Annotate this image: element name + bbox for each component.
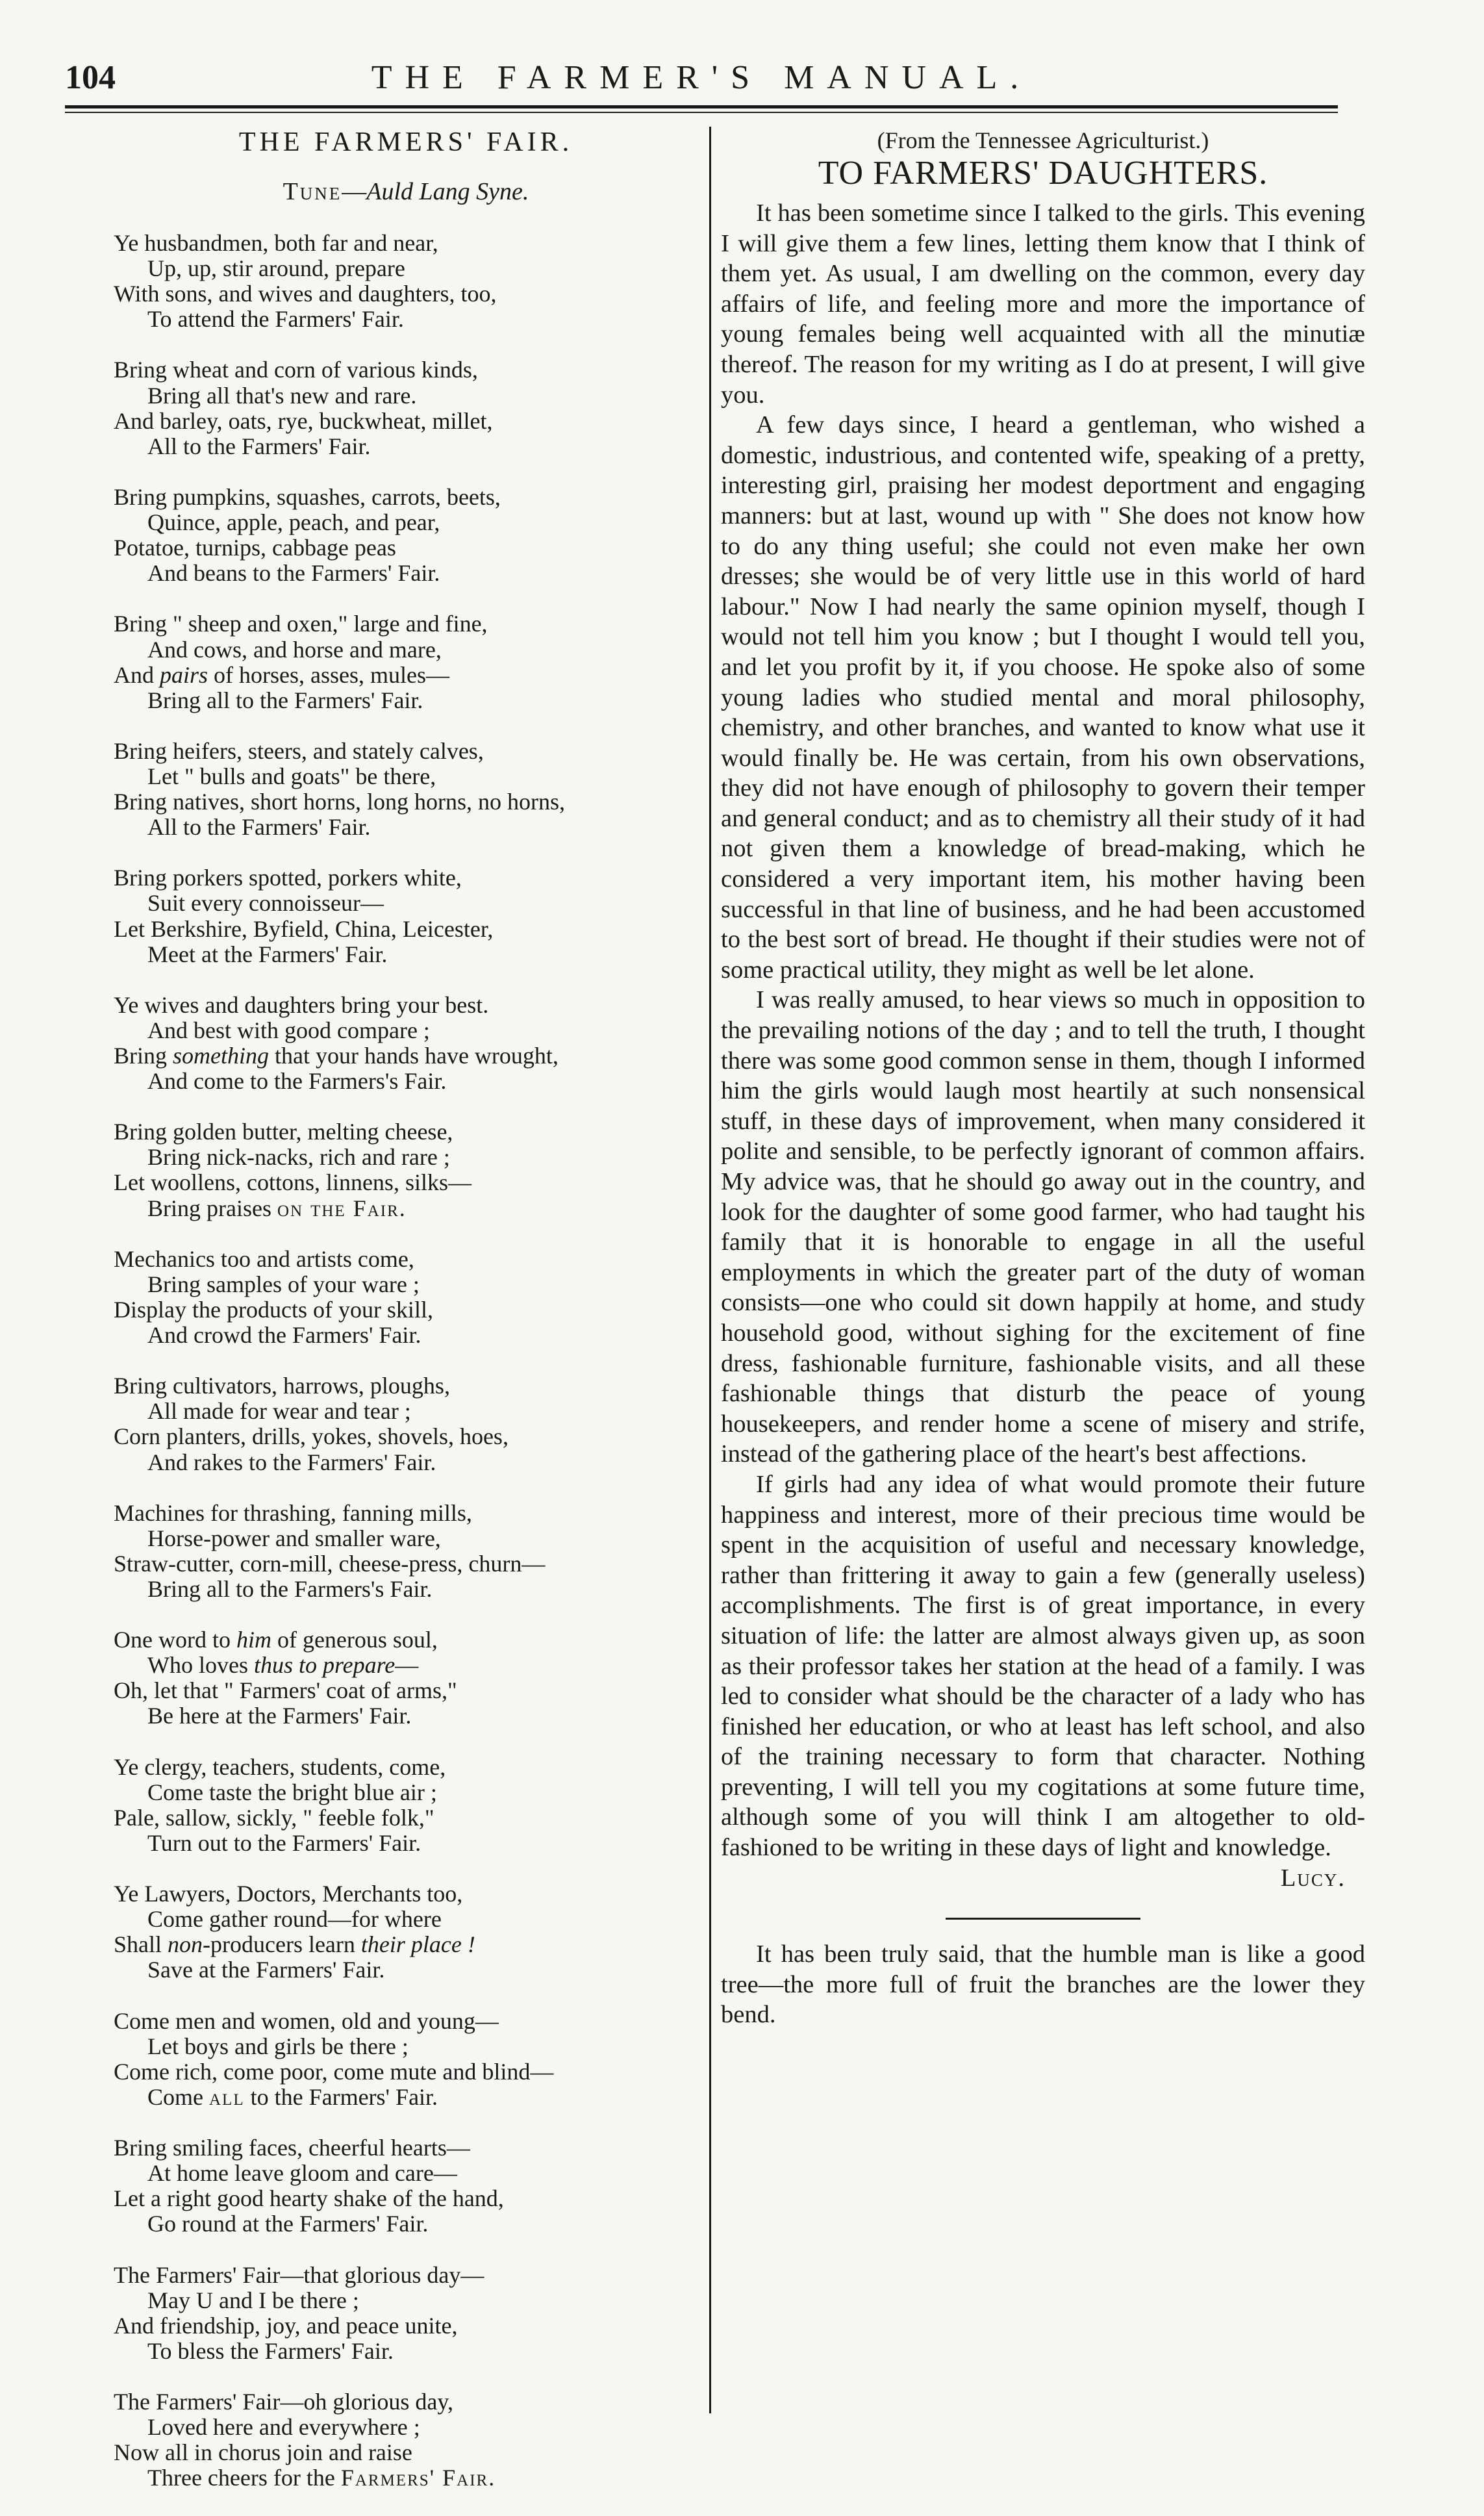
poem-line — [114, 2465, 698, 2491]
signature-line — [721, 1863, 1365, 1894]
poem-line — [114, 1196, 698, 1221]
poem-line: Quince, apple, peach, and pear, — [147, 509, 440, 536]
line-italic: him — [236, 1627, 271, 1653]
poem-line: Let " bulls and goats" be there, — [147, 763, 436, 789]
poem-line: To bless the Farmers' Fair. — [147, 2337, 394, 2364]
poem-line: Bring all that's new and rare. — [147, 382, 417, 409]
stanza-4 — [114, 611, 698, 713]
poem-line: Ye clergy, teachers, students, come, — [114, 1753, 446, 1780]
poem-line: Let boys and girls be there ; — [147, 2033, 409, 2059]
article-paragraph: It has been sometime since I talked to the girls. This evening I will give them a few lines, letting them know that I think of them yet. As usual, I am dwelling on the common, every day affairs of life, and feeling more and more the importance of young females being well acquainted with all the minutiæ thereof. The reason for my writing as I do at present, I will give you. — [721, 199, 1365, 409]
stanza-16 — [114, 2135, 698, 2237]
stanza-2 — [114, 357, 698, 459]
line-italic: their place ! — [360, 1931, 475, 1958]
poem-line: Come taste the bright blue air ; — [147, 1779, 437, 1805]
poem-line: Bring all to the Farmers's Fair. — [147, 1575, 433, 1602]
poem-line: Straw-cutter, corn-mill, cheese-press, churn— — [114, 1550, 546, 1577]
poem-column — [114, 127, 698, 2516]
poem-line: Bring samples of your ware ; — [147, 1271, 420, 1297]
article-signature: Lucy. — [1280, 1864, 1346, 1892]
poem-line: Bring natives, short horns, long horns, no horns, — [114, 789, 565, 815]
poem-line: Let a right good hearty shake of the hand, — [114, 2185, 504, 2212]
poem-line: Turn out to the Farmers' Fair. — [147, 1829, 421, 1856]
stanza-3 — [114, 485, 698, 586]
poem-line: Save at the Farmers' Fair. — [147, 1957, 385, 1983]
line-text: One word to — [114, 1627, 236, 1653]
poem-line: To attend the Farmers' Fair. — [147, 306, 404, 333]
poem-line: Oh, let that " Farmers' coat of arms," — [114, 1677, 457, 1704]
line-text: Bring — [114, 1043, 173, 1069]
poem-line — [114, 1043, 698, 1069]
line-italic: non — [168, 1931, 203, 1958]
line-italic: something — [173, 1043, 270, 1069]
line-text: Bring praises — [147, 1195, 277, 1221]
article-paragraph: I was really amused, to hear views so much in opposition to the prevailing notions of the day ; and to tell the truth, I thought there was some good common sense in them, though I informed him the girls would laugh most heartily at such nonsensical stuff, in these days of improvement, when many considered it polite and sensible, to be perfectly ignorant of common affairs. My advice was, that he should go away out in the country, and look for the daughter of some good farmer, who had taught his family that it is honorable to engage in all the useful employments in which the greater part of the duty of woman consists—one who could sit down happily at home, and study household good, without sighing for the excitement of fine dress, fashionable furniture, fashionable visits, and all these fashionable things that disturb the peace of young housekeepers, and render home a scene of misery and strife, instead of the gathering place of the heart's best affections. — [721, 986, 1365, 1468]
column-divider — [709, 127, 711, 2413]
poem-line: Come gather round—for where — [147, 1906, 442, 1933]
page-number: 104 — [65, 59, 116, 96]
tune-name: Auld Lang Syne. — [366, 178, 529, 205]
poem-line: And friendship, joy, and peace unite, — [114, 2312, 458, 2339]
stanza-5 — [114, 739, 698, 840]
poem-line: And beans to the Farmers' Fair. — [147, 560, 440, 587]
tune-dash: — — [342, 178, 367, 205]
poem-line: Potatoe, turnips, cabbage peas — [114, 535, 396, 561]
article-title: TO FARMERS' DAUGHTERS. — [818, 155, 1268, 192]
line-text: Three cheers for the — [147, 2465, 341, 2491]
poem-line: Up, up, stir around, prepare — [147, 255, 405, 282]
poem-line: And cows, and horse and mare, — [147, 636, 442, 663]
line-text: Who loves — [147, 1652, 254, 1679]
line-text: -producers learn — [203, 1931, 361, 1958]
poem-line: And best with good compare ; — [147, 1017, 430, 1043]
poem-line: Ye husbandmen, both far and near, — [114, 230, 438, 256]
poem-line: Let Berkshire, Byfield, China, Leicester, — [114, 915, 494, 942]
line-text: of generous soul, — [271, 1627, 438, 1653]
stanza-13 — [114, 1755, 698, 1856]
poem-line: Bring golden butter, melting cheese, — [114, 1119, 453, 1145]
poem-line — [114, 1932, 698, 1957]
poem-line: The Farmers' Fair—that glorious day— — [114, 2261, 484, 2288]
article-paragraph: If girls had any idea of what would promote their future happiness and interest, more of their precious time would be spent in the acquisition of useful and necessary knowledge, rather than frittering it away to gain a few (generally useless) accomplishments. The first is of great importance, in every situation of life: the latter are almost always given up, as soon as their professor takes her station at the head of a family. I was led to consider what should be the character of a lady who has finished her education, or who at least has left school, and also of the training necessary to form that character. Nothing preventing, I will tell you my cogitations at some future time, although some of you will think I am altogether to old-fashioned to be writing in these days of light and knowledge. — [721, 1470, 1365, 1862]
article-attribution: (From the Tennessee Agriculturist.) — [877, 127, 1209, 153]
poem-line: May U and I be there ; — [147, 2287, 359, 2313]
header-rule-thick — [65, 105, 1338, 108]
stanza-14 — [114, 1881, 698, 1983]
line-text: to the Farmers' Fair. — [244, 2083, 438, 2110]
poem-line: The Farmers' Fair—oh glorious day, — [114, 2388, 454, 2415]
poem-line: And crowd the Farmers' Fair. — [147, 1322, 421, 1349]
poem-line: And barley, oats, rye, buckwheat, millet, — [114, 407, 493, 434]
poem-line: Come men and women, old and young— — [114, 2007, 499, 2034]
stanza-10 — [114, 1373, 698, 1475]
page-header — [65, 58, 1338, 104]
line-smallcaps: on the Fair. — [277, 1195, 407, 1221]
poem-line — [114, 663, 698, 688]
stanza-9 — [114, 1247, 698, 1348]
poem-line — [114, 2085, 698, 2110]
poem-line: Horse-power and smaller ware, — [147, 1525, 441, 1551]
tune-prefix: Tune — [283, 178, 342, 205]
poem-line: Corn planters, drills, yokes, shovels, hoes, — [114, 1423, 509, 1450]
poem-line: All made for wear and tear ; — [147, 1398, 411, 1425]
poem-line — [114, 1653, 698, 1678]
line-text: of horses, asses, mules— — [208, 661, 449, 688]
poem-line: Suit every connoisseur— — [147, 890, 384, 917]
poem-line: Bring smiling faces, cheerful hearts— — [114, 2135, 470, 2161]
line-text: Shall — [114, 1931, 168, 1958]
stanza-6 — [114, 865, 698, 967]
stanza-18 — [114, 2389, 698, 2491]
poem-line — [114, 1627, 698, 1653]
line-text: Come — [147, 2083, 209, 2110]
stanza-12 — [114, 1627, 698, 1729]
poem-line: Bring porkers spotted, porkers white, — [114, 865, 462, 891]
stanza-8 — [114, 1119, 698, 1221]
poem-line: Bring " sheep and oxen," large and fine, — [114, 611, 488, 637]
poem-line: Come rich, come poor, come mute and blind— — [114, 2058, 554, 2085]
poem-line: Meet at the Farmers' Fair. — [147, 941, 388, 967]
poem-line: All to the Farmers' Fair. — [147, 433, 371, 459]
stanza-1 — [114, 231, 698, 332]
line-text: And — [114, 661, 160, 688]
running-title: THE FARMER'S MANUAL. — [371, 59, 1032, 96]
poem-line: Ye wives and daughters bring your best. — [114, 991, 489, 1018]
poem-line: Loved here and everywhere ; — [147, 2414, 420, 2441]
stanza-7 — [114, 993, 698, 1094]
line-smallcaps: all — [209, 2083, 245, 2110]
article-column — [721, 127, 1365, 2030]
poem-line: Bring pumpkins, squashes, carrots, beets, — [114, 483, 501, 510]
stanza-15 — [114, 2009, 698, 2110]
line-smallcaps: Farmers' Fair. — [340, 2465, 496, 2491]
poem-line: Be here at the Farmers' Fair. — [147, 1703, 412, 1729]
header-rule-thin — [65, 112, 1338, 113]
poem-line: And rakes to the Farmers' Fair. — [147, 1449, 436, 1475]
line-text: — — [395, 1652, 419, 1679]
article-paragraph: A few days since, I heard a gentleman, who wished a domestic, industrious, and contented wife, speaking of a pretty, interesting girl, praising her modest deportment and engaging manners: but at last, wound up with " She does not know how to do any thing useful; she could not even make her own dresses; she would be of very little use in this world of hard labour." Now I had nearly the same opinion myself, though I would not tell him you know ; but I thought I would tell you, and let you profit by it, if you choose. He spoke also of some young ladies who studied mental and moral philosophy, chemistry, and other branches, and wanted to know what use it would finally be. He was certain, from his own observations, they did not have enough of philosophy to govern their temper and general conduct; and as to chemistry all their study of it had not given them a knowledge of bread-making, which he considered a very important item, his mother having been successful in that line of business, and he had been accustomed to the best sort of bread. He thought if their studies were not of some practical utility, they might as well be let alone. — [721, 411, 1365, 984]
line-text: that your hands have wrought, — [269, 1043, 559, 1069]
closing-paragraph: It has been truly said, that the humble man is like a good tree—the more full of fruit the branches are the lower they bend. — [721, 1940, 1365, 2029]
poem-tune — [114, 177, 698, 206]
poem-line: Bring wheat and corn of various kinds, — [114, 357, 478, 383]
poem-line: With sons, and wives and daughters, too, — [114, 281, 497, 307]
poem-line: Let woollens, cottons, linnens, silks— — [114, 1169, 472, 1196]
poem-line: Bring heifers, steers, and stately calves, — [114, 737, 484, 764]
line-italic: thus to prepare — [253, 1652, 396, 1679]
poem-line: Display the products of your skill, — [114, 1296, 433, 1323]
poem-line: Bring cultivators, harrows, ploughs, — [114, 1373, 450, 1399]
poem-line: Mechanics too and artists come, — [114, 1245, 414, 1272]
poem-line: Bring nick-nacks, rich and rare ; — [147, 1144, 450, 1171]
poem-line: Bring all to the Farmers' Fair. — [147, 687, 423, 713]
poem-line: And come to the Farmers's Fair. — [147, 1068, 447, 1095]
poem-line: Go round at the Farmers' Fair. — [147, 2211, 429, 2237]
poem-line: At home leave gloom and care— — [147, 2160, 457, 2187]
poem-title: THE FARMERS' FAIR. — [238, 127, 573, 157]
poem-line: Pale, sallow, sickly, " feeble folk," — [114, 1804, 434, 1831]
poem-line: Machines for thrashing, fanning mills, — [114, 1499, 472, 1526]
poem-line: Now all in chorus join and raise — [114, 2439, 412, 2466]
line-italic: pairs — [160, 661, 208, 688]
stanza-17 — [114, 2263, 698, 2364]
stanza-11 — [114, 1501, 698, 1602]
poem-line: Ye Lawyers, Doctors, Merchants too, — [114, 1881, 463, 1907]
section-rule — [946, 1918, 1140, 1920]
poem-line: All to the Farmers' Fair. — [147, 814, 371, 841]
